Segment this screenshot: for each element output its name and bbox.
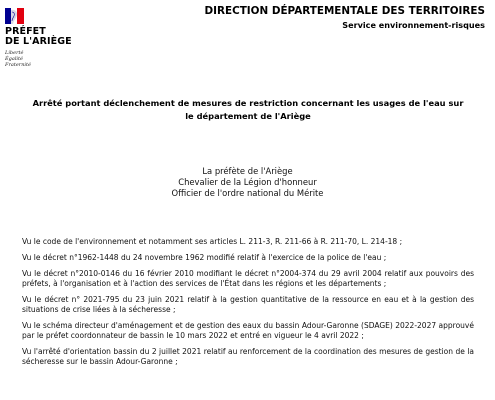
motto-fraternite: Fraternité [5, 62, 31, 68]
signatory-line-2: Chevalier de la Légion d'honneur [178, 177, 317, 187]
signatory-line-1: La préfète de l'Ariège [202, 166, 293, 176]
title-line-1: Arrêté portant déclenchement de mesures de restriction concernant les usages de l'eau sur [32, 98, 464, 108]
visa-paragraph: Vu l'arrêté d'orientation bassin du 2 juillet 2021 relatif au renforcement de la coordination des mesures de gestion de la sécheresse sur le bassin Adour-Garonne ; [22, 347, 474, 366]
prefet-department-label: DE L'ARIÈGE [5, 36, 72, 47]
direction-heading: DIRECTION DÉPARTEMENTALE DES TERRITOIRES [204, 5, 485, 17]
document-title [18, 97, 478, 123]
motto-egalite: Égalité [5, 56, 23, 62]
visa-paragraph: Vu le décret n° 2021-795 du 23 juin 2021 relatif à la gestion quantitative de la ressource en eau et à la gestion des situations de crise liées à la sécheresse ; [22, 295, 474, 314]
visa-paragraph: Vu le décret n°2010-0146 du 16 février 2010 modifiant le décret n°2004-374 du 29 avril 2004 relatif aux pouvoirs des préfets, à l'organisation et à l'action des services de l'État dans les régions et les départements ; [22, 269, 474, 288]
service-heading: Service environnement-risques [342, 20, 485, 30]
republic-motto [5, 50, 75, 68]
signatory-line-3: Officier de l'ordre national du Mérite [171, 188, 324, 198]
prefet-label: PRÉFET [5, 26, 46, 37]
title-line-2: le département de l'Ariège [185, 111, 311, 121]
visa-paragraph: Vu le schéma directeur d'aménagement et de gestion des eaux du bassin Adour-Garonne (SDAGE) 2022-2027 approuvé par le préfet coordonnateur de bassin le 10 mars 2022 et entré en vigueur le 4 avril 2022 ; [22, 321, 474, 340]
visas-list [22, 237, 474, 373]
motto-liberte: Liberté [5, 50, 24, 56]
prefet-logo [5, 8, 75, 68]
visa-paragraph: Vu le code de l'environnement et notamment ses articles L. 211-3, R. 211-66 à R. 211-70, L. 214-18 ; [22, 237, 403, 246]
signatory-block [0, 166, 495, 199]
visa-paragraph: Vu le décret n°1962-1448 du 24 novembre 1962 modifié relatif à l'exercice de la police de l'eau ; [22, 253, 387, 262]
marianne-icon [5, 8, 27, 24]
